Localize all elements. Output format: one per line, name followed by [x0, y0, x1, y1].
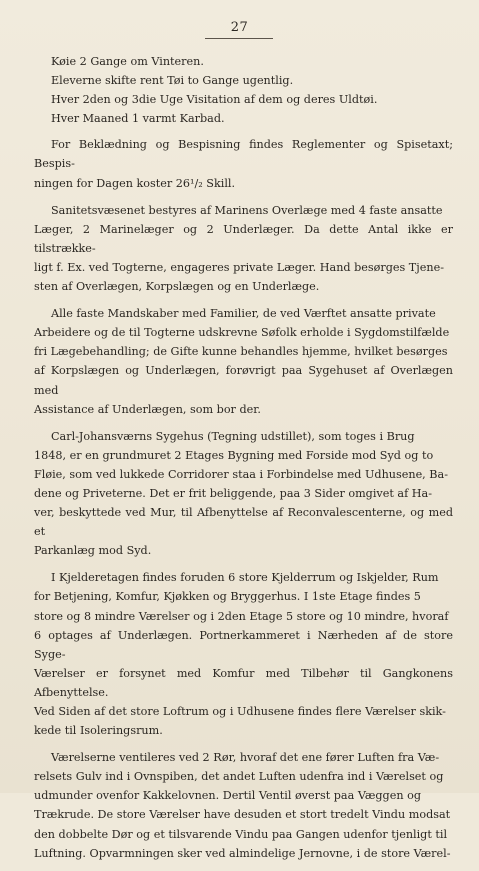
- list-line: Hver Maaned 1 varmt Karbad.: [51, 112, 225, 126]
- paragraph-sanitet: [34, 201, 453, 296]
- list-line: Køie 2 Gange om Vinteren.: [51, 55, 204, 68]
- text-line: I Kjelderetagen findes foruden 6 store Kjelderrum og Iskjelder, Rum: [51, 571, 439, 585]
- paragraph-kjelderetage: [34, 568, 453, 740]
- text-line: Assistance af Underlægen, som bor der.: [34, 402, 261, 416]
- page-number-rule: [205, 38, 273, 39]
- text-line: Trækrude. De store Værelser have desuden et stort tredelt Vindu modsat: [34, 808, 451, 822]
- paragraph-ventilation: [34, 748, 453, 863]
- text-line: 1848, er en grundmuret 2 Etages Bygning med Forside mod Syd og to: [34, 448, 434, 462]
- text-line: Læger, 2 Marinelæger og 2 Underlæger. Da dette Antal ikke er tilstrække-: [34, 222, 453, 255]
- text-line: Fløie, som ved lukkede Corridorer staa i Forbindelse med Udhusene, Ba-: [34, 467, 448, 481]
- text-line: ligt f. Ex. ved Togterne, engageres private Læger. Hand besørges Tjene-: [34, 260, 444, 274]
- text-line: ver, beskyttede ved Mur, til Afbenyttelse af Reconvalescenterne, og med et: [34, 506, 453, 539]
- paragraph-sygehus: [34, 427, 453, 561]
- page-number: 27: [230, 20, 249, 35]
- text-line: Parkanlæg mod Syd.: [34, 544, 152, 558]
- paragraph-mandskaber: [34, 304, 453, 419]
- text-line: For Beklædning og Bespisning findes Reglementer og Spisetaxt; Bespis-: [34, 138, 453, 171]
- text-line: den dobbelte Dør og et tilsvarende Vindu paa Gangen udenfor tjenligt til: [34, 827, 448, 841]
- text-line: ningen for Dagen koster 26¹/₂ Skill.: [34, 176, 236, 190]
- text-line: dene og Priveterne. Det er frit beliggende, paa 3 Sider omgivet af Ha-: [34, 486, 432, 500]
- text-line: af Korpslægen og Underlægen, forøvrigt paa Sygehuset af Overlægen med: [34, 364, 453, 397]
- text-line: Carl-Johansværns Sygehus (Tegning udstillet), som toges i Brug: [51, 429, 415, 443]
- text-line: Luftning. Opvarmningen sker ved almindelige Jernovne, i de store Værel-: [34, 846, 451, 860]
- text-line: for Betjening, Komfur, Kjøkken og Bryggerhus. I 1ste Etage findes 5: [34, 590, 421, 604]
- text-line: Værelser er forsynet med Komfur med Tilbehør til Gangkonens Afbenyttelse.: [34, 666, 453, 699]
- paragraph-bekladning: [34, 135, 453, 192]
- list-line: Hver 2den og 3die Uge Visitation af dem og deres Uldtøi.: [51, 93, 378, 107]
- text-line: relsets Gulv ind i Ovnspiben, det andet Luften udenfra ind i Værelset og: [34, 770, 444, 784]
- text-line: 6 optages af Underlægen. Portnerkammeret i Nærheden af de store Syge-: [34, 628, 453, 661]
- text-line: Ved Siden af det store Loftrum og i Udhusene findes flere Værelser skik-: [34, 705, 446, 718]
- page-content: [34, 52, 453, 871]
- text-line: sten af Overlægen, Korpslægen og en Underlæge.: [34, 280, 320, 294]
- text-line: Værelserne ventileres ved 2 Rør, hvoraf det ene fører Luften fra Væ-: [51, 751, 440, 765]
- text-line: Arbeidere og de til Togterne udskrevne Søfolk erholde i Sygdomstilfælde: [34, 326, 450, 340]
- list-block: [34, 52, 453, 128]
- text-line: fri Lægebehandling; de Gifte kunne behandles hjemme, hvilket besørges: [34, 345, 448, 359]
- list-line: Eleverne skifte rent Tøi to Gange ugentlig.: [51, 74, 294, 88]
- text-line: Alle faste Mandskaber med Familier, de ved Værftet ansatte private: [51, 307, 436, 321]
- text-line: kede til Isoleringsrum.: [34, 724, 163, 738]
- text-line: store og 8 mindre Værelser og i 2den Etage 5 store og 10 mindre, hvoraf: [34, 609, 449, 623]
- text-line: Sanitetsvæsenet bestyres af Marinens Overlæge med 4 faste ansatte: [51, 203, 443, 217]
- text-line: udmunder ovenfor Kakkelovnen. Dertil Ventil øverst paa Væggen og: [34, 789, 421, 803]
